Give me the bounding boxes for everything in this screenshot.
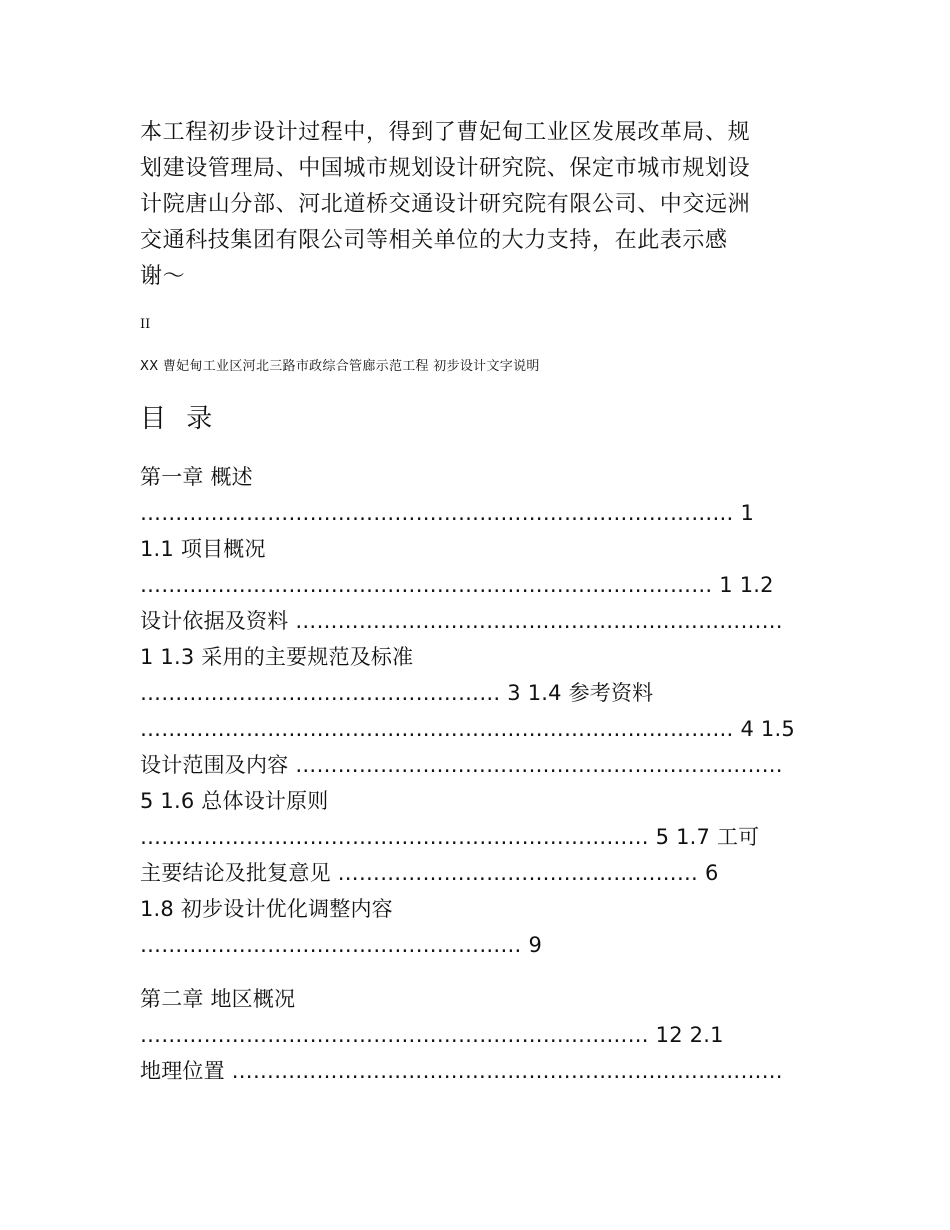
- toc-line[interactable]: ……………………………………………………………… 5 1.7 工可: [140, 825, 760, 849]
- toc-line[interactable]: ………………………………………………………………………… 1: [140, 501, 755, 525]
- toc-line[interactable]: ……………………………………………………………………… 1 1.2: [140, 573, 774, 597]
- toc-line[interactable]: …………………………………………… 3 1.4 参考资料: [140, 681, 654, 705]
- acknowledgement-line: 计院唐山分部、河北道桥交通设计研究院有限公司、中交远洲: [140, 192, 751, 217]
- acknowledgement-line: 本工程初步设计过程中，得到了曹妃甸工业区发展改革局、规: [140, 120, 751, 145]
- document-header: XX 曹妃甸工业区河北三路市政综合管廊示范工程 初步设计文字说明: [140, 359, 540, 374]
- page-number: II: [140, 317, 151, 332]
- acknowledgement-line: 交通科技集团有限公司等相关单位的大力支持，在此表示感: [140, 228, 728, 253]
- toc-title: 目 录: [140, 404, 219, 434]
- toc-line[interactable]: ……………………………………………… 9: [140, 933, 543, 957]
- toc-line[interactable]: 5 1.6 总体设计原则: [140, 789, 329, 813]
- toc-line[interactable]: 地理位置 ……………………………………………………………………: [140, 1059, 783, 1083]
- toc-line[interactable]: 主要结论及批复意见 …………………………………………… 6: [140, 861, 719, 885]
- toc-line[interactable]: ……………………………………………………………… 12 2.1: [140, 1023, 724, 1047]
- toc-line[interactable]: ………………………………………………………………………… 4 1.5: [140, 717, 795, 741]
- toc-line[interactable]: 1.1 项目概况: [140, 537, 266, 561]
- toc-line[interactable]: 1.8 初步设计优化调整内容: [140, 897, 393, 921]
- toc-line[interactable]: 第二章 地区概况: [140, 987, 296, 1011]
- toc-line[interactable]: 1 1.3 采用的主要规范及标准: [140, 645, 414, 669]
- toc-line[interactable]: 设计依据及资料 ……………………………………………………………: [140, 609, 783, 633]
- toc-line[interactable]: 第一章 概述: [140, 465, 253, 489]
- acknowledgement-line: 划建设管理局、中国城市规划设计研究院、保定市城市规划设: [140, 156, 751, 181]
- toc-line[interactable]: 设计范围及内容 ……………………………………………………………: [140, 753, 783, 777]
- acknowledgement-line: 谢～: [140, 264, 186, 289]
